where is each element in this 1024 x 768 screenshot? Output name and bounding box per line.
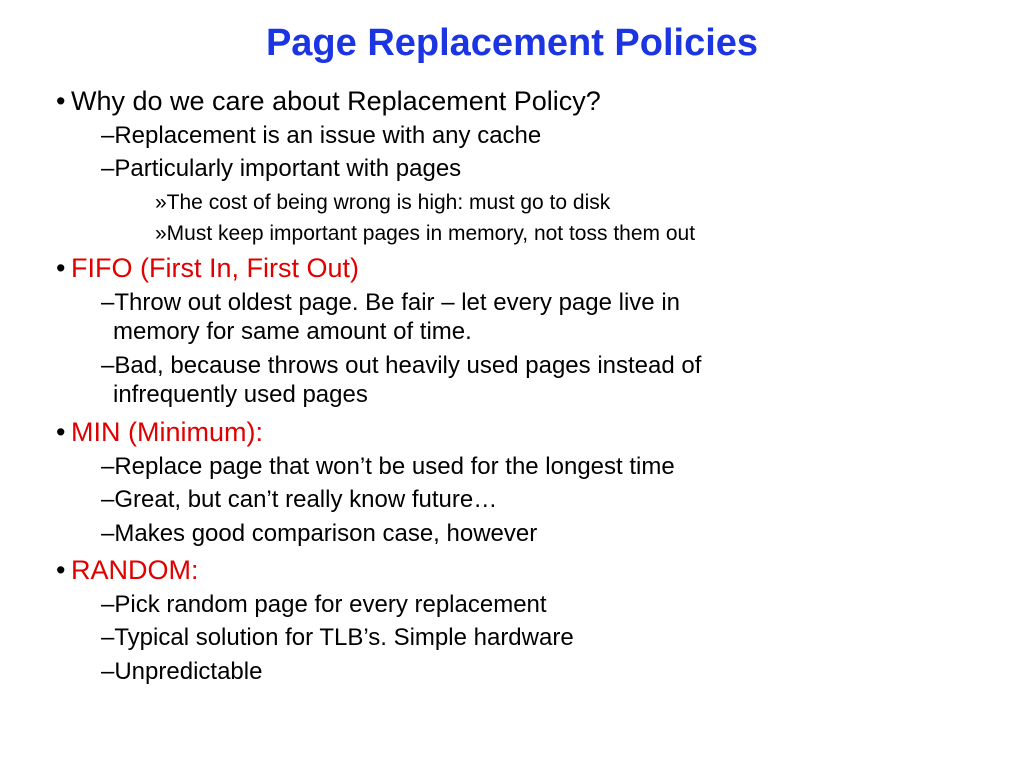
sub-item: –Bad, because throws out heavily used pages instead of bbox=[101, 352, 702, 379]
bullet-icon: • bbox=[56, 555, 66, 585]
slide-title: Page Replacement Policies bbox=[265, 22, 759, 64]
bullet-item bbox=[56, 85, 601, 117]
sub-item: –Particularly important with pages bbox=[101, 155, 462, 182]
sub-item: –Replacement is an issue with any cache bbox=[101, 122, 542, 149]
sub-item: –Throw out oldest page. Be fair – let every page live in bbox=[101, 289, 680, 316]
bullet-text: Why do we care about Replacement Policy? bbox=[71, 86, 601, 116]
sub-item: –Pick random page for every replacement bbox=[101, 591, 547, 618]
sub-item: –Great, but can’t really know future… bbox=[101, 486, 498, 513]
bullet-text: FIFO (First In, First Out) bbox=[71, 253, 359, 283]
sub-item-continuation: infrequently used pages bbox=[113, 381, 368, 408]
sub-item: –Unpredictable bbox=[101, 658, 263, 685]
sub-item-continuation: memory for same amount of time. bbox=[113, 318, 472, 345]
bullet-item bbox=[56, 252, 359, 284]
sub-sub-item: »The cost of being wrong is high: must go to disk bbox=[155, 191, 611, 214]
bullet-icon: • bbox=[56, 86, 66, 116]
bullet-icon: • bbox=[56, 417, 66, 447]
sub-item: –Typical solution for TLB’s. Simple hardware bbox=[101, 624, 574, 651]
bullet-item bbox=[56, 416, 263, 448]
bullet-text: MIN (Minimum): bbox=[71, 417, 263, 447]
sub-sub-item: »Must keep important pages in memory, not toss them out bbox=[155, 222, 696, 245]
sub-item: –Replace page that won’t be used for the longest time bbox=[101, 453, 675, 480]
bullet-item bbox=[56, 554, 199, 586]
sub-item: –Makes good comparison case, however bbox=[101, 520, 538, 547]
bullet-icon: • bbox=[56, 253, 66, 283]
bullet-text: RANDOM: bbox=[71, 555, 199, 585]
